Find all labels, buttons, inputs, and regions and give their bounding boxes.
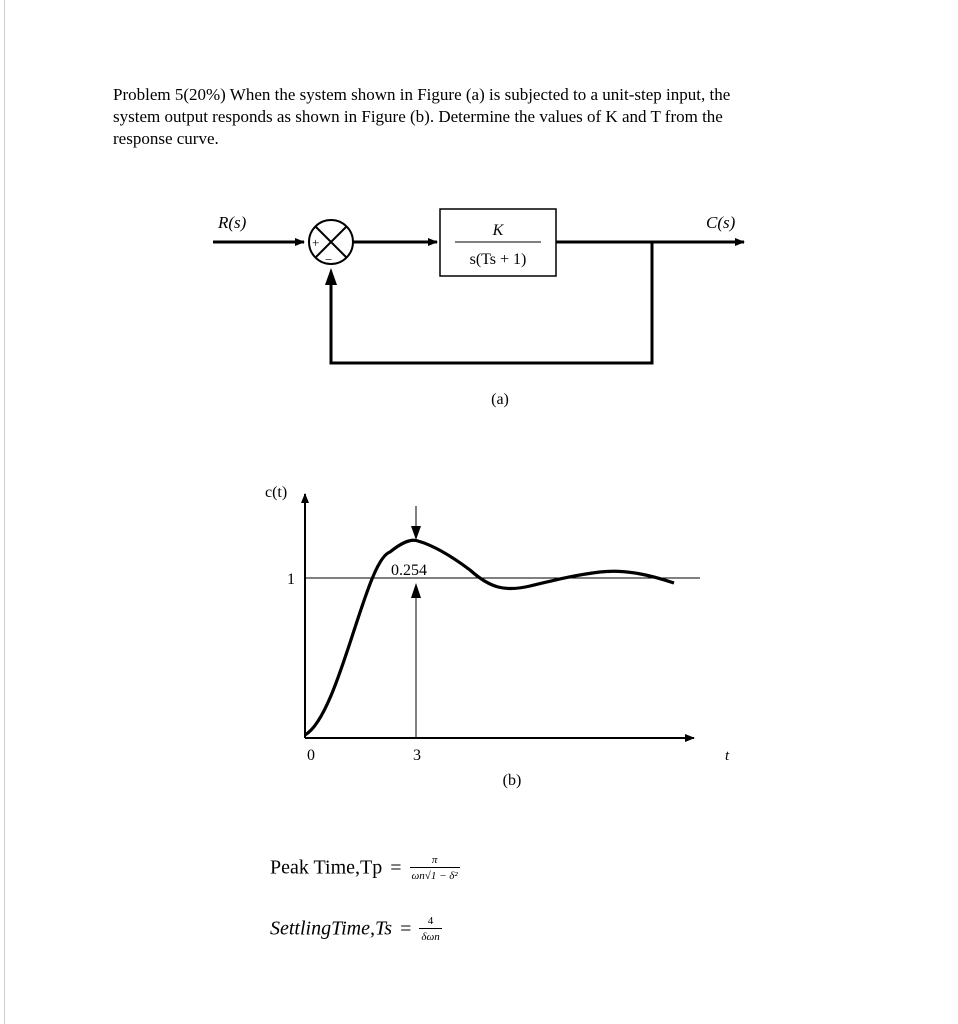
block-diagram: [213, 209, 744, 408]
feedback-arrowhead: [325, 268, 337, 285]
problem-line-1: Problem 5(20%) When the system shown in Figure (a) is subjected to a unit-step input, the: [113, 85, 731, 104]
overshoot-value: 0.254: [391, 562, 427, 579]
figure-b-caption: (b): [502, 772, 522, 789]
overshoot-lower-arrowhead: [411, 583, 421, 598]
peak-time-equals: =: [390, 856, 402, 879]
transfer-function-block: [440, 209, 556, 276]
input-label-r-of-s: R(s): [218, 213, 247, 232]
peak-time-denominator: ωn√1 − δ²: [410, 867, 460, 883]
block-denominator: s(Ts + 1): [469, 251, 527, 268]
figure-a-caption: (a): [491, 391, 509, 408]
sum-plus-sign: +: [312, 235, 320, 250]
problem-line-2: system output responds as shown in Figure (b). Determine the values of K and T from the: [113, 107, 723, 126]
settling-time-formula: [270, 914, 442, 944]
peak-time-fraction: [410, 853, 460, 883]
response-curve: [305, 540, 674, 735]
peak-time-numerator: π: [431, 854, 438, 866]
problem-line-3: response curve.: [113, 129, 219, 148]
output-label-c-of-s: C(s): [706, 213, 736, 232]
settling-time-fraction: [419, 914, 441, 944]
summing-junction: [309, 220, 353, 267]
peak-time-formula: [270, 853, 460, 883]
settling-time-equals: =: [400, 917, 412, 940]
overshoot-upper-arrowhead: [411, 526, 421, 540]
block-numerator: K: [492, 222, 504, 239]
peak-time-label: Peak Time,Tp: [270, 856, 383, 879]
settling-time-numerator: 4: [427, 915, 434, 927]
settling-time-label: SettlingTime,Ts: [270, 917, 393, 940]
x-tick-zero: 0: [307, 747, 315, 764]
step-response-plot: [265, 484, 730, 789]
sum-minus-sign: −: [325, 252, 333, 267]
settling-time-denominator: δωn: [419, 928, 441, 944]
y-axis-label: c(t): [265, 484, 288, 501]
x-tick-peak-time: 3: [413, 747, 421, 764]
y-tick-one: 1: [287, 571, 295, 588]
x-axis-label: t: [725, 748, 730, 764]
